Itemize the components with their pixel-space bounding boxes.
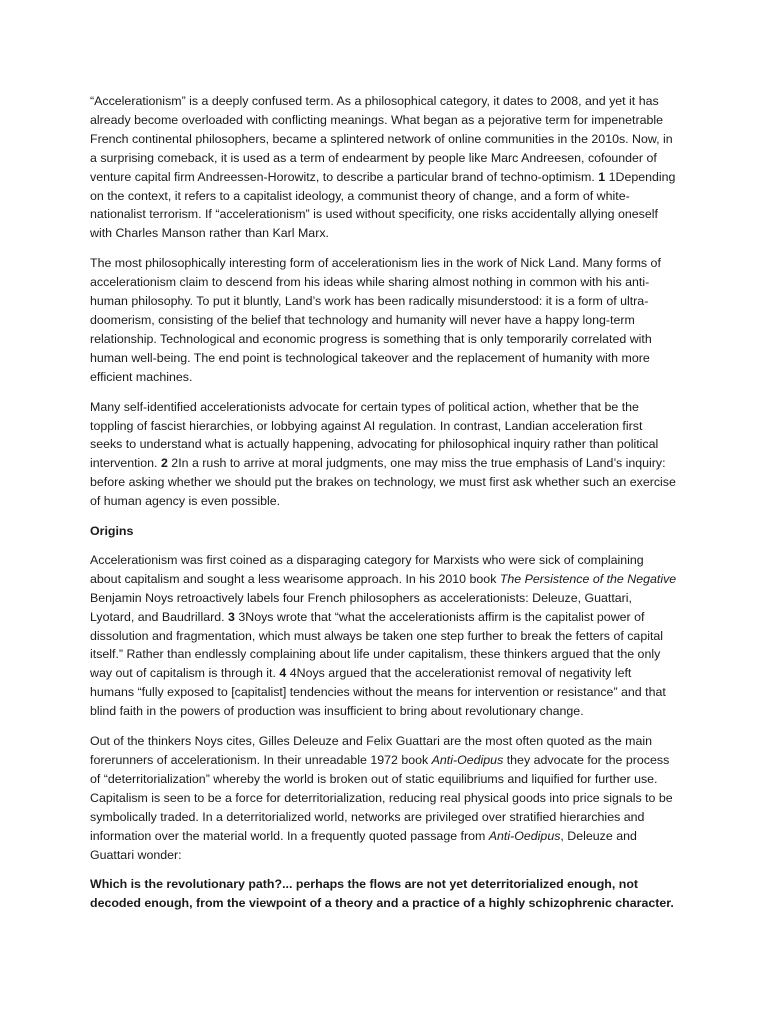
paragraph-noys bbox=[90, 551, 678, 721]
footnote-marker: 3 bbox=[228, 609, 235, 624]
paragraph-text: Many self-identified accelerationists advocate for certain types of political action, whether that be the toppling of fascist hierarchies, or lobbying against AI regulation. In contrast, Landian acceleration first seeks to understand what is actually happening, advocating for philosophical inquiry rather than political intervention. bbox=[90, 399, 659, 471]
paragraph-text: Accelerationism was first coined as a disparaging category for Marxists who were sick of complaining about capitalism and sought a less wearisome approach. In his 2010 book bbox=[90, 552, 644, 586]
paragraph-intro bbox=[90, 92, 678, 243]
block-quote: Which is the revolutionary path?... perhaps the flows are not yet deterritorialized enough, not decoded enough, from the viewpoint of a theory and a practice of a highly schizophrenic character. bbox=[90, 877, 674, 911]
paragraph-text: 4Noys argued that the accelerationist removal of negativity left humans “fully exposed to [capitalist] tendencies without the means for intervention or resistance” and that blind faith in the powers of production was insufficient to bring about revolutionary change. bbox=[90, 666, 666, 719]
paragraph-text: Benjamin Noys retroactively labels four French philosophers as accelerationists: Deleuze, Guattari, Lyotard, and Baudrillard. bbox=[90, 590, 632, 624]
paragraph-text: 2In a rush to arrive at moral judgments, one may miss the true emphasis of Land’s inquiry: before asking whether we should put the brakes on technology, we must first ask whether such an exercise of human agency is even possible. bbox=[90, 456, 676, 509]
book-title: Anti-Oedipus bbox=[431, 753, 504, 767]
paragraph-text: 1Depending on the context, it refers to a capitalist ideology, a communist theory of change, and a form of white-nationalist terrorism. If “accelerationism” is used without specificity, one risks accidentally allying oneself with Charles Manson rather than Karl Marx. bbox=[90, 169, 676, 241]
paragraph-text: , Deleuze and Guattari wonder: bbox=[90, 828, 637, 862]
paragraph-deleuze-guattari bbox=[90, 732, 678, 864]
paragraph-political-action bbox=[90, 398, 678, 511]
footnote-marker: 1 bbox=[598, 169, 606, 184]
footnote-marker: 4 bbox=[279, 666, 287, 681]
section-heading-origins: Origins bbox=[90, 524, 134, 539]
paragraph-text: “Accelerationism” is a deeply confused term. As a philosophical category, it dates to 2008, and yet it has already become overloaded with conflicting meanings. What began as a pejorative term for impenetrable French continental philosophers, became a splintered network of online communities in the 2010s. Now, in a surprising comeback, it is used as a term of endearment by people like Marc Andreesen, cofounder of venture capital firm Andreessen-Horowitz, to describe a particular brand of techno-optimism. bbox=[90, 94, 673, 184]
book-title: The Persistence of the Negative bbox=[499, 571, 677, 586]
paragraph-text: they advocate for the process of “deterritorialization” whereby the world is broken out of static equilibriums and liquified for further use. Capitalism is seen to be a force for deterritorialization, reducing real physical goods into price signals to be symbolically traded. In a deterritorialized world, networks are privileged over stratified hierarchies and information over the material world. In a frequently quoted passage from bbox=[90, 753, 673, 843]
footnote-marker: 2 bbox=[160, 456, 168, 471]
paragraph-text: The most philosophically interesting form of accelerationism lies in the work of Nick Land. Many forms of accelerationism claim to descend from his ideas while sharing almost nothing in common with his anti-human philosophy. To put it bluntly, Land’s work has been radically misunderstood: it is a form of ultra-doomerism, consisting of the belief that technology and humanity will never have a happy long-term relationship. Technological and economic progress is something that is only temporarily correlated with human well-being. The end point is technological takeover and the replacement of humanity with more efficient machines. bbox=[90, 256, 661, 384]
paragraph-text: Out of the thinkers Noys cites, Gilles Deleuze and Felix Guattari are the most often quoted as the main forerunners of accelerationism. In their unreadable 1972 book bbox=[90, 734, 652, 767]
paragraph-text: 3Noys wrote that “what the accelerationists affirm is the capitalist power of dissolution and fragmentation, which must always be taken one step further to break the fetters of capital itself.” Rather than endlessly complaining about life under capitalism, these thinkers argued that the only way out of capitalism is through it. bbox=[90, 609, 664, 681]
book-title: Anti-Oedipus bbox=[488, 828, 561, 843]
paragraph-nick-land bbox=[90, 254, 678, 386]
